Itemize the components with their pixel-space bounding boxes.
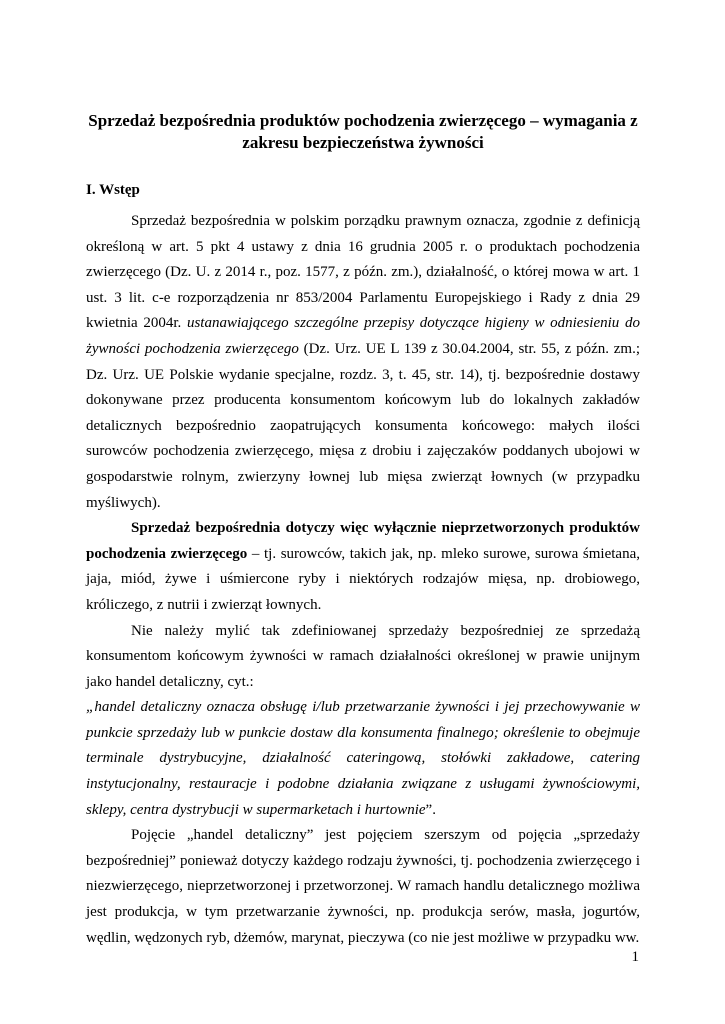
quote-end: ”. <box>425 801 436 818</box>
paragraph-3: Nie należy mylić tak zdefiniowanej sprzedaży bezpośredniej ze sprzedażą konsumentom końcowym żywności w ramach działalności określonej w prawie unijnym jako handel detaliczny, cyt.: <box>86 622 640 690</box>
paragraph-2 <box>86 516 640 618</box>
regulation-title: ustanawiającego szczególne przepisy dotyczące higieny w odniesieniu do żywności pochodzenia zwierzęcego <box>86 315 640 357</box>
document-body <box>86 209 640 951</box>
paragraph-2-emphasis: Sprzedaż bezpośrednia dotyczy więc wyłącznie nieprzetworzonych produktów pochodzenia zwierzęcego <box>86 520 640 562</box>
retail-definition-quote <box>86 695 640 823</box>
paragraph-1 <box>86 209 640 516</box>
paragraph-1-text-a: Sprzedaż bezpośrednia w polskim porządku prawnym oznacza, zgodnie z definicją określoną w art. 5 pkt 4 ustawy z dnia 16 grudnia 2005 r. o produktach pochodzenia zwierzęcego (Dz. U. z 2014 r., poz. 1577, z późn. zm.), działalność, o której mowa w art. 1 ust. 3 lit. c-e rozporządzenia nr 853/2004 Parlamentu Europejskiego i Rady z dnia 29 kwietnia 2004r. <box>86 213 640 332</box>
paragraph-4: Pojęcie „handel detaliczny” jest pojęciem szerszym od pojęcia „sprzedaży bezpośredniej” ponieważ dotyczy każdego rodzaju żywności, tj. pochodzenia zwierzęcego i niezwierzęcego, nieprzetworzonej i przetworzonej. W ramach handlu detalicznego możliwa jest produkcja, w tym przetwarzanie żywności, np. produkcja serów, masła, jogurtów, wędlin, wędzonych ryb, dżemów, marynat, pieczywa (co nie jest możliwe w przypadku ww. <box>86 827 640 946</box>
paragraph-1-text-b: (Dz. Urz. UE L 139 z 30.04.2004, str. 55, z późn. zm.; Dz. Urz. UE Polskie wydanie specjalne, rozdz. 3, t. 45, str. 14), tj. bezpośrednie dostawy dokonywane przez producenta konsumentom końcowym lub do lokalnych zakładów detalicznych bezpośrednio zaopatrujących konsumenta końcowego: małych ilości surowców pochodzenia zwierzęcego, mięsa z drobiu i zajęczaków poddanych ubojowi w gospodarstwie rolnym, zwierzyny łownej lub mięsa zwierząt łownych (w przypadku myśliwych). <box>86 340 640 511</box>
document-title: Sprzedaż bezpośrednia produktów pochodzenia zwierzęcego – wymagania z zakresu bezpieczeństwa żywności <box>88 111 638 152</box>
quote-text: „handel detaliczny oznacza obsługę i/lub przetwarzanie żywności i jej przechowywanie w punkcie sprzedaży lub w punkcie dostaw dla konsumenta finalnego; określenie to obejmuje terminale dystrybucyjne, działalność cateringową, stołówki zakładowe, catering instytucjonalny, restauracje i podobne działania związane z usługami żywnościowymi, sklepy, centra dystrybucji w supermarketach i hurtownie <box>86 699 640 818</box>
section-heading: I. Wstęp <box>86 182 140 198</box>
paragraph-2-text: – tj. surowców, takich jak, np. mleko surowe, surowa śmietana, jaja, miód, żywe i uśmiercone ryby i niektórych rodzajów mięsa, np. drobiowego, króliczego, z nutrii i zwierząt łownych. <box>86 545 640 613</box>
page-number: 1 <box>631 949 639 965</box>
